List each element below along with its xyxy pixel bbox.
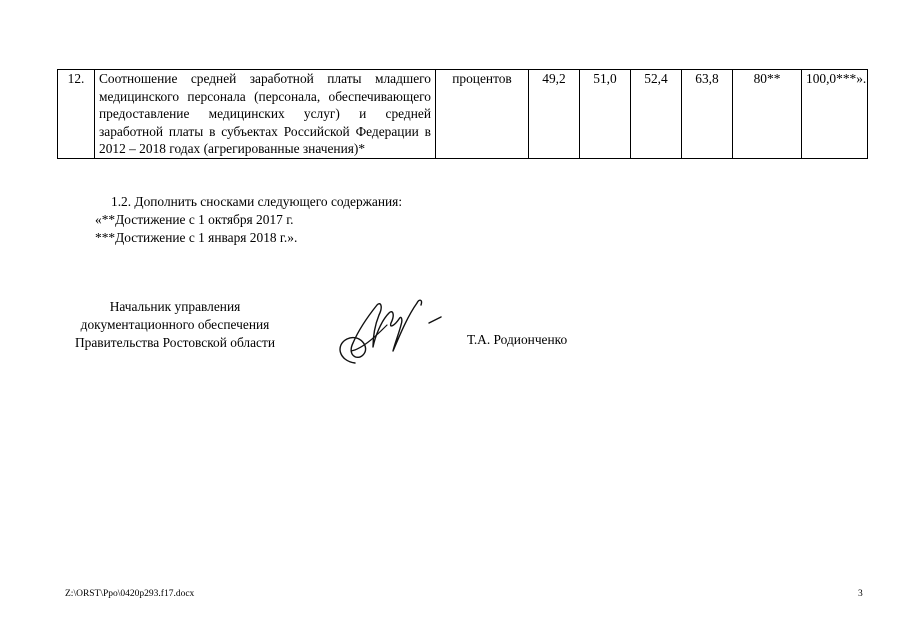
position-line: Начальник управления bbox=[109, 299, 241, 314]
value-2014: 51,0 bbox=[580, 70, 631, 159]
value-2016: 63,8 bbox=[682, 70, 733, 159]
row-description: Соотношение средней заработной платы младшего медицинского персонала (персонала, обеспечивающего предоставление медицинских услуг) и средней заработной платы в субъектах Российской Федерации в 2012 – 2018 годах (агрегированные значения)* bbox=[95, 70, 436, 159]
footnote-october-2017: «**Достижение с 1 октября 2017 г. bbox=[95, 212, 294, 227]
position-line: документационного обеспечения bbox=[80, 317, 270, 332]
footnote-january-2018: ***Достижение с 1 января 2018 г.». bbox=[95, 230, 298, 245]
amendment-notes bbox=[95, 193, 515, 247]
indicators-table bbox=[57, 69, 868, 159]
value-2017: 80** bbox=[733, 70, 802, 159]
amendment-lead: 1.2. Дополнить сносками следующего содержания: bbox=[111, 194, 403, 209]
footer-file-path: Z:\ORST\Ppo\0420p293.f17.docx bbox=[65, 589, 195, 599]
value-2013: 49,2 bbox=[529, 70, 580, 159]
position-line: Правительства Ростовской области bbox=[74, 335, 276, 350]
handwritten-signature bbox=[333, 293, 448, 373]
signer-position bbox=[60, 298, 290, 352]
value-2015: 52,4 bbox=[631, 70, 682, 159]
value-2018: 100,0***». bbox=[802, 70, 868, 159]
row-number: 12. bbox=[58, 70, 95, 159]
page-number: 3 bbox=[858, 589, 863, 599]
table-row bbox=[58, 70, 868, 159]
signer-name: Т.А. Родионченко bbox=[467, 332, 568, 347]
row-unit: процентов bbox=[436, 70, 529, 159]
